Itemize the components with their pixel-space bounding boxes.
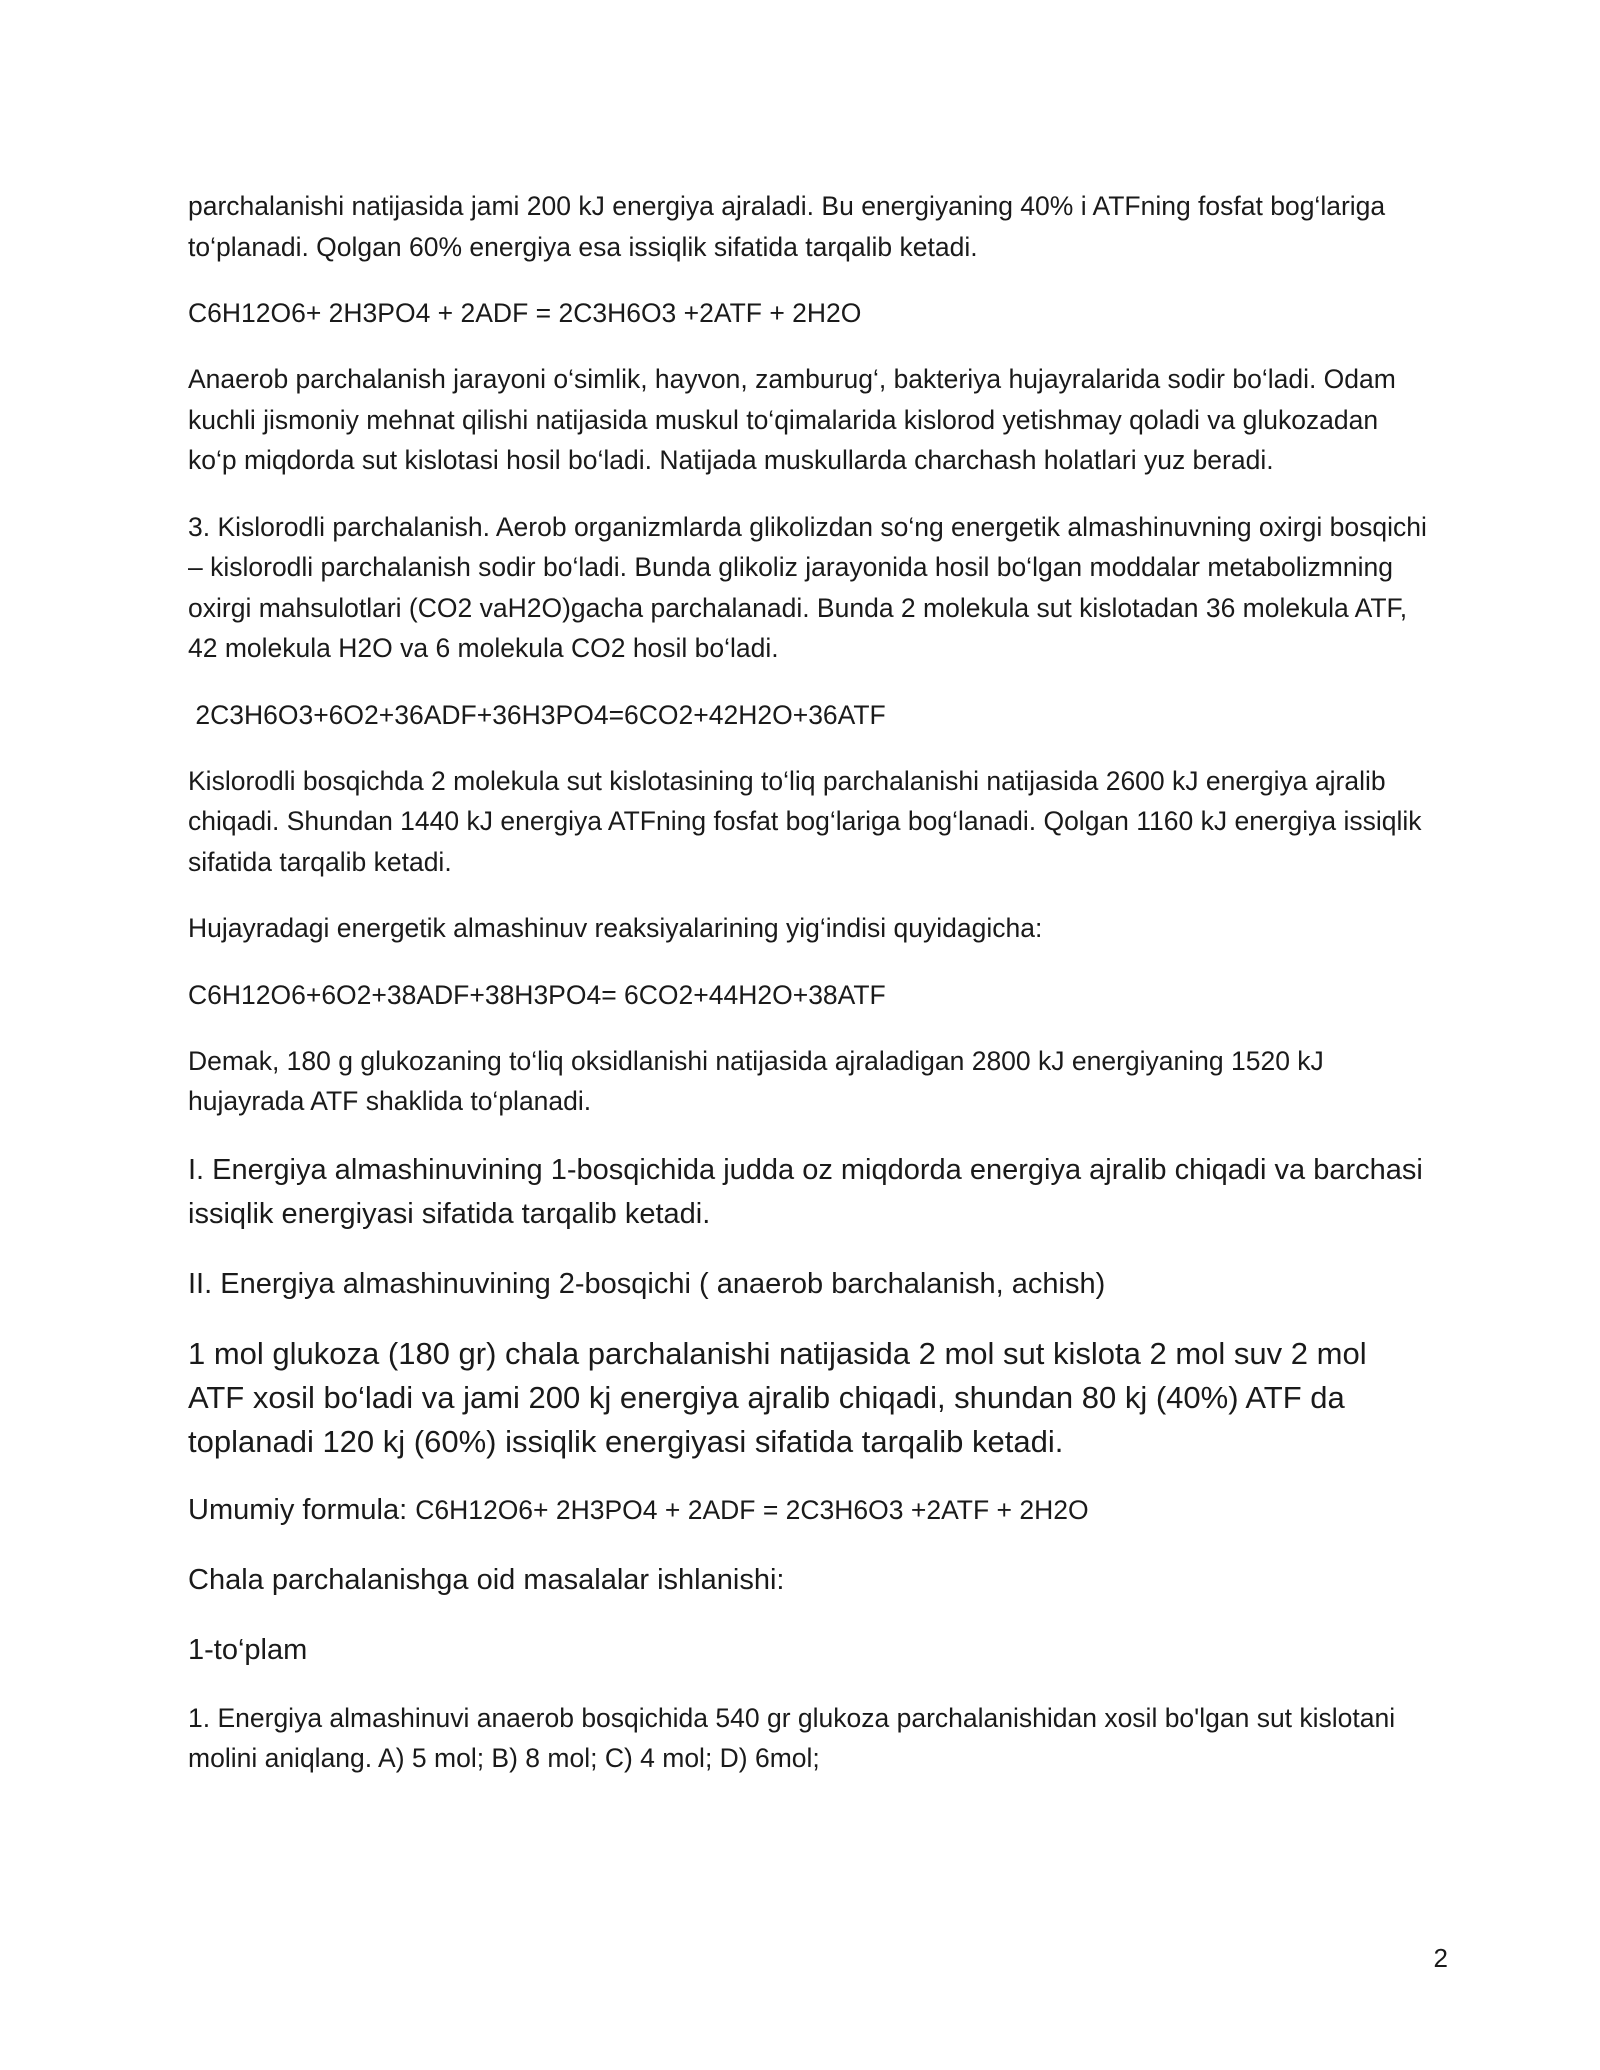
note-stage-1: I. Energiya almashinuvining 1-bosqichida judda oz miqdorda energiya ajralib chiqadi va barchasi issiqlik energiyasi sifatida tarqalib ketadi. <box>188 1153 1423 1230</box>
document-page <box>188 186 1428 1805</box>
note-stage-2-heading: II. Energiya almashinuvining 2-bosqichi ( anaerob barchalanish, achish) <box>188 1267 1106 1300</box>
formula-anaerob: C6H12O6+ 2H3PO4 + 2ADF = 2C3H6O3 +2ATF + 2H2O <box>188 298 862 328</box>
question-1: 1. Energiya almashinuvi anaerob bosqichida 540 gr glukoza parchalanishidan xosil bo'lgan sut kislotani molini aniqlang. A) 5 mol; B) 8 mol; C) 4 mol; D) 6mol; <box>188 1702 1396 1773</box>
page-number: 2 <box>1433 1943 1448 1973</box>
umumiy-formula-value: C6H12O6+ 2H3PO4 + 2ADF = 2C3H6O3 +2ATF + 2H2O <box>415 1494 1089 1525</box>
paragraph-kislorodli: 3. Kislorodli parchalanish. Aerob organizmlarda glikolizdan so‘ng energetik almashinuvning oxirgi bosqichi – kislorodli parchalanish sodir bo‘ladi. Bunda glikoliz jarayonida hosil bo‘lgan moddalar metabolizmning oxirgi mahsulotlari (CO2 vaH2O)gacha parchalanadi. Bunda 2 molekula sut kislotadan 36 molekula ATF, 42 molekula H2O va 6 molekula CO2 hosil bo‘ladi. <box>188 511 1427 663</box>
note-stage-2-body: 1 mol glukoza (180 gr) chala parchalanishi natijasida 2 mol sut kislota 2 mol suv 2 mol ATF xosil bo‘ladi va jami 200 kj energiya ajralib chiqadi, shundan 80 kj (40%) ATF da toplanadi 120 kj (60%) issiqlik energiyasi sifatida tarqalib ketadi. <box>188 1335 1367 1459</box>
formula-summary: C6H12O6+6O2+38ADF+38H3PO4= 6CO2+44H2O+38ATF <box>188 979 886 1010</box>
paragraph-kislorodli-energy: Kislorodli bosqichda 2 molekula sut kislotasining to‘liq parchalanishi natijasida 2600 kJ energiya ajralib chiqadi. Shundan 1440 kJ energiya ATFning fosfat bog‘lariga bog‘lanadi. Qolgan 1160 kJ energiya issiqlik sifatida tarqalib ketadi. <box>188 765 1422 877</box>
paragraph-summary-intro: Hujayradagi energetik almashinuv reaksiyalarining yig‘indisi quyidagicha: <box>188 913 1043 943</box>
paragraph-anaerob-process: Anaerob parchalanish jarayoni o‘simlik, hayvon, zamburug‘, bakteriya hujayralarida sodir bo‘ladi. Odam kuchli jismoniy mehnat qilishi natijasida muskul to‘qimalarida kislorod yetishmay qoladi va glukozadan ko‘p miqdorda sut kislotasi hosil bo‘ladi. Natijada muskullarda charchash holatlari yuz beradi. <box>188 364 1396 475</box>
paragraph-conclusion: Demak, 180 g glukozaning to‘liq oksidlanishi natijasida ajraladigan 2800 kJ energiyaning 1520 kJ hujayrada ATF shaklida to‘planadi. <box>188 1045 1324 1116</box>
subheading-masalalar: Chala parchalanishga oid masalalar ishlanishi: <box>188 1563 785 1596</box>
umumiy-formula-line <box>188 1488 1428 1532</box>
set-title: 1-to‘plam <box>188 1633 308 1666</box>
paragraph-anaerob-energy: parchalanishi natijasida jami 200 kJ energiya ajraladi. Bu energiyaning 40% i ATFning fosfat bog‘lariga to‘planadi. Qolgan 60% energiya esa issiqlik sifatida tarqalib ketadi. <box>188 191 1386 262</box>
formula-kislorodli: 2C3H6O3+6O2+36ADF+36H3PO4=6CO2+42H2O+36ATF <box>188 699 886 730</box>
umumiy-formula-label: Umumiy formula: <box>188 1493 416 1526</box>
